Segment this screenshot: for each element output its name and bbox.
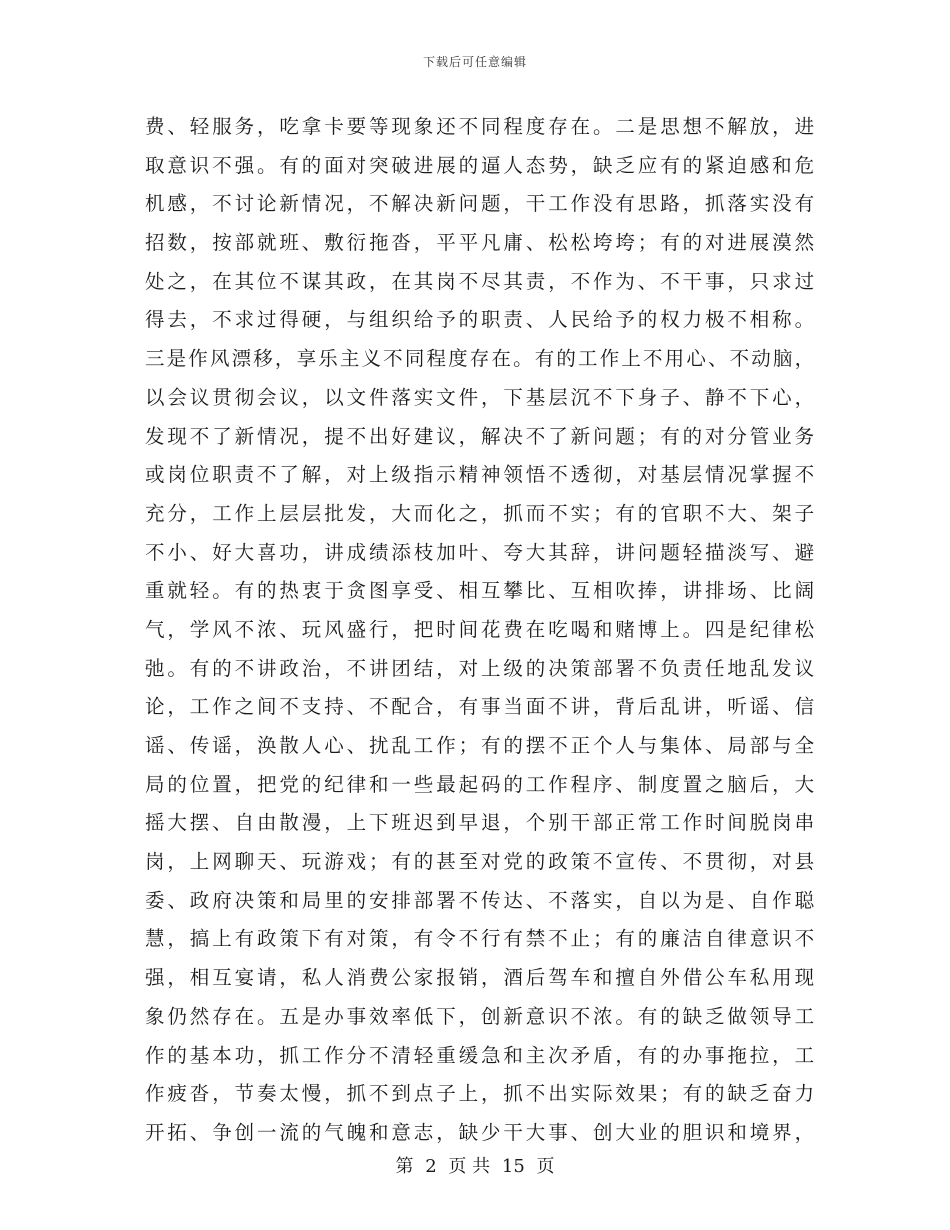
text-line: 谣、传谣，涣散人心、扰乱工作；有的摆不正个人与集体、局部与全 [145,734,815,757]
text-line: 摇大摆、自由散漫，上下班迟到早退，个别干部正常工作时间脱岗串 [145,811,815,835]
text-line: 论，工作之间不支持、不配合，有事当面不讲，背后乱讲，听谣、信 [145,695,815,719]
text-line: 得去，不求过得硬，与组织给予的职责、人民给予的权力极不相称。 [145,308,815,332]
text-line: 充分，工作上层层批发，大而化之，抓而不实；有的官职不大、架子 [145,501,815,525]
page-footer [0,1152,950,1178]
text-line: 气，学风不浓、玩风盛行，把时间花费在吃喝和赌博上。四是纪律松 [145,617,815,641]
text-line: 强，相互宴请，私人消费公家报销，酒后驾车和擅自外借公车私用现 [145,966,815,990]
footer-suffix: 页 [536,1156,555,1177]
document-body [145,108,815,1153]
footer-page-number: 2 [425,1156,437,1177]
text-line: 开拓、争创一流的气魄和意志，缺少干大事、创大业的胆识和境界， [145,1120,815,1144]
text-line: 弛。有的不讲政治，不讲团结，对上级的决策部署不负责任地乱发议 [145,656,815,680]
text-line: 三是作风漂移，享乐主义不同程度存在。有的工作上不用心、不动脑， [145,347,815,371]
text-line: 委、政府决策和局里的安排部署不传达、不落实，自以为是、自作聪 [145,888,815,912]
footer-prefix: 第 [395,1156,414,1177]
text-line: 作疲沓，节奏太慢，抓不到点子上，抓不出实际效果；有的缺乏奋力 [145,1082,815,1106]
text-line: 费、轻服务，吃拿卡要等现象还不同程度存在。二是思想不解放，进 [145,115,815,138]
text-line: 或岗位职责不了解，对上级指示精神领悟不透彻，对基层情况掌握不 [145,463,815,487]
footer-total-pages: 15 [501,1156,525,1177]
text-line: 发现不了新情况，提不出好建议，解决不了新问题；有的对分管业务 [145,424,815,448]
text-line: 机感，不讨论新情况，不解决新问题，干工作没有思路，抓落实没有 [145,192,815,216]
text-line: 以会议贯彻会议，以文件落实文件，下基层沉不下身子、静不下心， [145,385,815,409]
footer-mid: 页 共 [448,1156,491,1177]
text-line: 取意识不强。有的面对突破进展的逼人态势，缺乏应有的紧迫感和危 [145,153,815,177]
text-line: 重就轻。有的热衷于贪图享受、相互攀比、互相吹捧，讲排场、比阔 [145,579,815,603]
text-line: 作的基本功，抓工作分不清轻重缓急和主次矛盾，有的办事拖拉，工 [145,1043,815,1067]
page-header: 下载后可任意编辑 [422,55,527,69]
text-line: 不小、好大喜功，讲成绩添枝加叶、夸大其辞，讲问题轻描淡写、避 [145,540,815,564]
text-line: 处之，在其位不谋其政，在其岗不尽其责，不作为、不干事，只求过 [145,269,815,293]
text-line: 慧，搞上有政策下有对策，有令不行有禁不止；有的廉洁自律意识不 [145,927,815,951]
text-line: 象仍然存在。五是办事效率低下，创新意识不浓。有的缺乏做领导工 [145,1004,815,1028]
text-line: 岗，上网聊天、玩游戏；有的甚至对党的政策不宣传、不贯彻，对县 [145,850,815,874]
text-line: 招数，按部就班、敷衍拖沓，平平凡庸、松松垮垮；有的对进展漠然 [145,231,815,255]
text-line: 局的位置，把党的纪律和一些最起码的工作程序、制度置之脑后，大 [145,772,815,796]
